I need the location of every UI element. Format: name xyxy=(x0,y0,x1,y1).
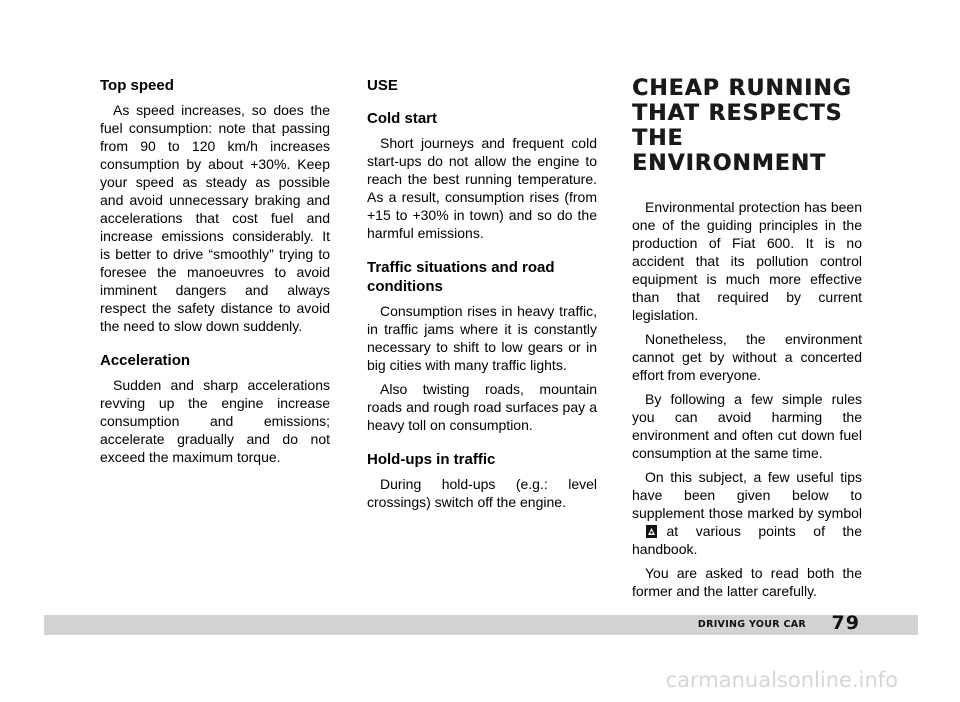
footer-band xyxy=(44,612,918,635)
column-2 xyxy=(367,76,597,527)
env-paragraph-2: Nonetheless, the environment cannot get by without a concerted effort from everyone. xyxy=(632,331,862,383)
section-title xyxy=(632,76,862,176)
holdups-text: During hold-ups (e.g.: level crossings) switch off the engine. xyxy=(367,476,597,510)
acceleration-heading: Acceleration xyxy=(100,352,191,369)
acceleration-text: Sudden and sharp accelerations revving up the engine increase consumption and emissions; accelerate gradually and do not exceed the maximum torque. xyxy=(100,377,330,465)
traffic-heading: Traffic situations and road conditions xyxy=(367,259,555,295)
env-paragraph-5: You are asked to read both the former and the latter carefully. xyxy=(632,565,862,599)
env-paragraph-3: By following a few simple rules you can avoid harming the environment and often cut down fuel consumption at the same time. xyxy=(632,391,862,461)
use-heading: USE xyxy=(367,77,398,94)
top-speed-text: As speed increases, so does the fuel consumption: note that passing from 90 to 120 km/h increases consumption by about +30%. Keep your speed as steady as possible and avoid unnecessary braking and accelerations that cost fuel and increase emissions considerably. It is better to drive “smoothly” trying to foresee the manoeuvres to avoid imminent dangers and always respect the safety distance to avoid the need to slow down suddenly. xyxy=(100,102,330,334)
environment-symbol-icon xyxy=(633,524,644,537)
section-title-line: THE ENVIRONMENT xyxy=(632,126,827,176)
env-paragraph-4 xyxy=(632,468,862,558)
footer-section-label: DRIVING YOUR CAR xyxy=(697,619,806,630)
cold-start-text: Short journeys and frequent cold start-ups do not allow the engine to reach the best running temperature. As a result, consumption rises (from +15 to +30% in town) and so do the harmful emissions. xyxy=(367,135,597,241)
section-title-line: CHEAP RUNNING xyxy=(632,76,852,101)
env-paragraph-1: Environmental protection has been one of the guiding principles in the production of Fiat 600. It is no accident that its pollution control equipment is much more effective than that required by current legislation. xyxy=(632,199,862,323)
column-1 xyxy=(100,76,330,482)
page-number: 79 xyxy=(831,612,860,634)
column-3 xyxy=(632,76,862,606)
section-title-line: THAT RESPECTS xyxy=(632,101,843,126)
env-paragraph-4-start: On this subject, a few useful tips have been given below to supplement those marked by symbol xyxy=(632,469,862,521)
holdups-heading: Hold-ups in traffic xyxy=(367,451,496,468)
traffic-text-1: Consumption rises in heavy traffic, in traffic jams where it is constantly necessary to shift to low gears or in big cities with many traffic lights. xyxy=(367,303,597,373)
env-paragraph-4-end: , at various points of the handbook. xyxy=(632,523,862,557)
cold-start-heading: Cold start xyxy=(367,110,438,127)
top-speed-heading: Top speed xyxy=(100,77,174,94)
watermark: carmanualsonline.info xyxy=(665,668,898,692)
traffic-text-2: Also twisting roads, mountain roads and rough road surfaces pay a heavy toll on consumption. xyxy=(367,381,597,433)
